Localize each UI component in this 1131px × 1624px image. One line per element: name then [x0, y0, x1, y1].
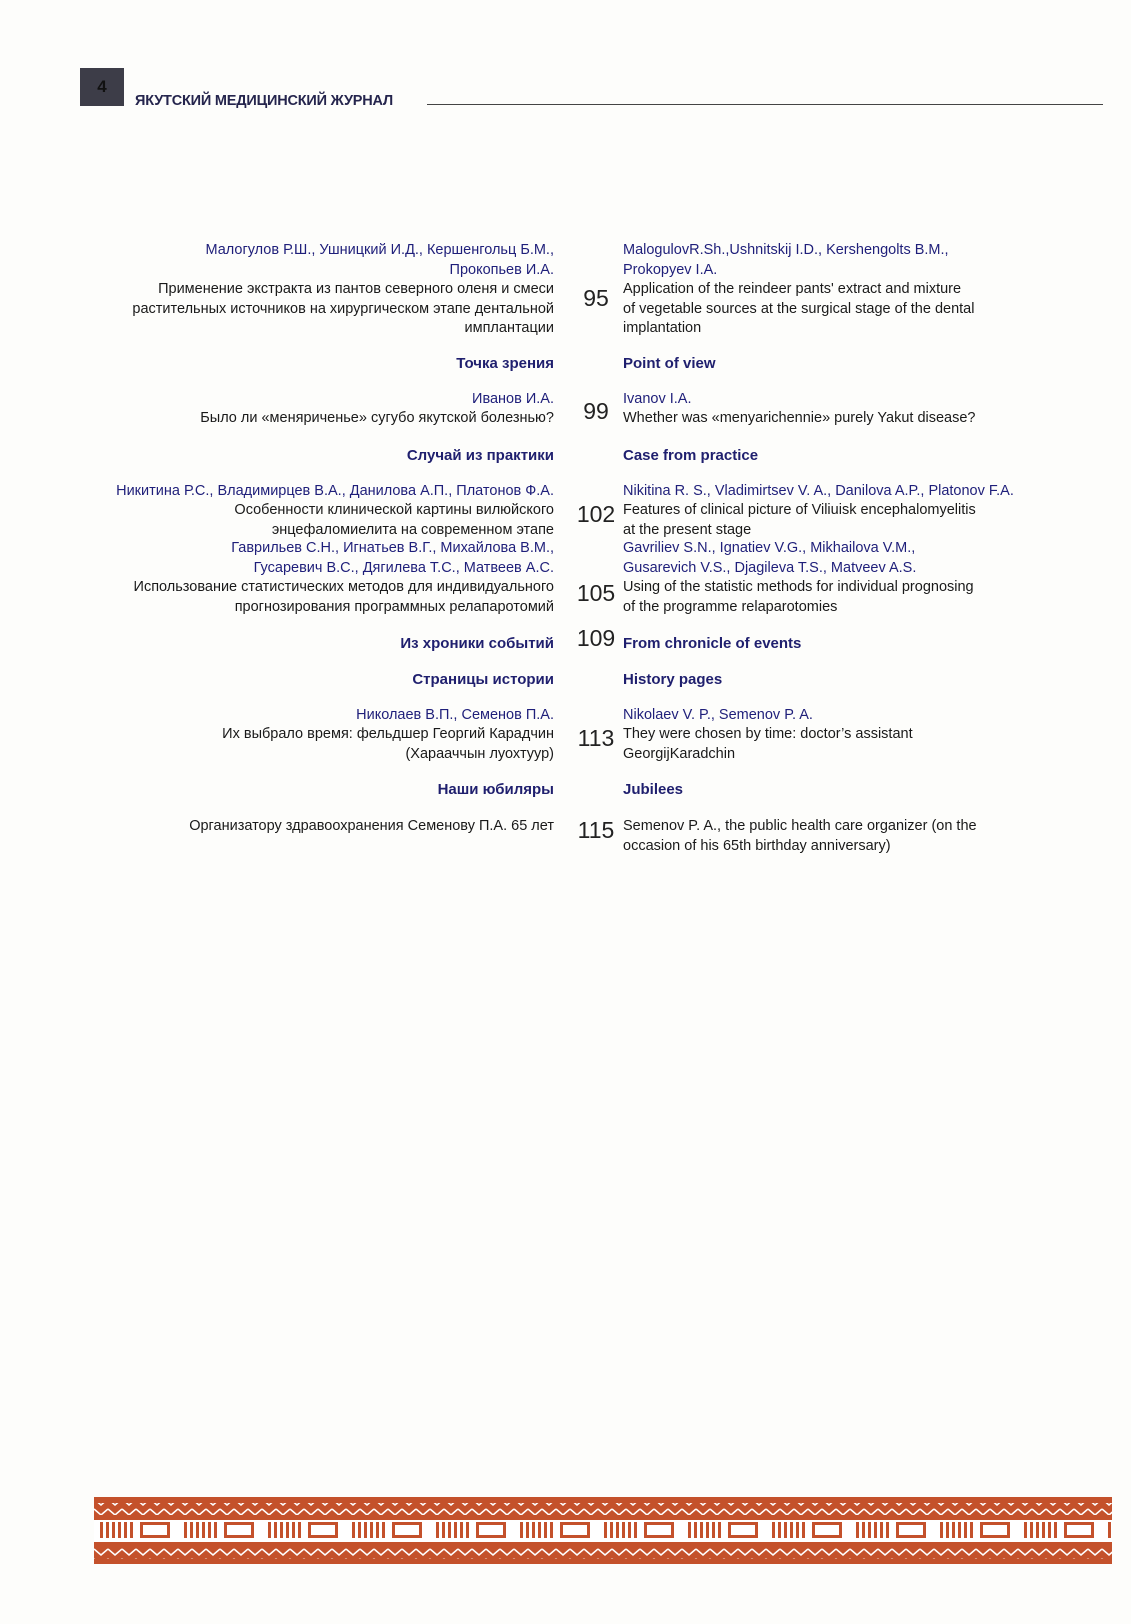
journal-title: ЯКУТСКИЙ МЕДИЦИНСКИЙ ЖУРНАЛ [135, 93, 393, 109]
toc-entry-2-page[interactable]: 99 [583, 398, 609, 424]
toc-entry-5-ru-title[interactable]: Их выбрало время: фельдшер Георгий Карадчин (Харааччын луохтуур) [222, 726, 554, 762]
page-number: 4 [80, 68, 124, 106]
toc-entry-4-en-title[interactable]: Using of the statistic methods for individual prognosing of the programme relaparotomies [623, 579, 974, 615]
header-rule [427, 104, 1103, 105]
toc-entry-1-ru-title[interactable]: Применение экстракта из пантов северного оленя и смеси растительных источников на хирургическом этапе дентальной имплантации [132, 281, 554, 336]
section-chronicle-page[interactable]: 109 [576, 625, 616, 651]
toc-entry-2-en-title[interactable]: Whether was «menyarichennie» purely Yakut disease? [623, 410, 976, 426]
section-ru-point-of-view: Точка зрения [456, 355, 554, 372]
section-en-case-from-practice: Case from practice [623, 447, 759, 464]
toc-entry-6-page[interactable]: 115 [577, 817, 615, 843]
toc-entry-4-page[interactable]: 105 [576, 580, 616, 606]
section-ru-case-from-practice: Случай из практики [406, 447, 554, 464]
toc-entry-5-page[interactable]: 113 [577, 725, 615, 751]
section-en-point-of-view: Point of view [623, 355, 716, 372]
toc-entry-1-en-authors[interactable]: MalogulovR.Sh.,Ushnitskij I.D., Kershengolts B.M., Prokopyev I.A. [623, 242, 949, 278]
toc-entry-4-ru-title[interactable]: Использование статистических методов для индивидуального прогнозирования программных релапаротомий [133, 579, 554, 615]
toc-entry-2-ru-authors[interactable]: Иванов И.А. [472, 391, 554, 407]
toc-entry-5-ru-authors[interactable]: Николаев В.П., Семенов П.А. [356, 707, 554, 723]
section-en-history-pages: History pages [623, 671, 723, 688]
section-ru-chronicle[interactable]: Из хроники событий [400, 635, 554, 652]
toc-entry-1-en-title[interactable]: Application of the reindeer pants' extract and mixture of vegetable sources at the surgical stage of the dental implantation [623, 281, 975, 336]
toc-entry-1-ru-authors[interactable]: Малогулов Р.Ш., Ушницкий И.Д., Кершенгольц Б.М., Прокопьев И.А. [205, 242, 554, 278]
toc-entry-6-ru-title[interactable]: Организатору здравоохранения Семенову П.А. 65 лет [189, 818, 554, 834]
toc-entry-5-en-authors[interactable]: Nikolaev V. P., Semenov P. A. [623, 707, 813, 723]
section-en-chronicle[interactable]: From chronicle of events [623, 635, 802, 652]
toc-entry-3-en-title[interactable]: Features of clinical picture of Viliuisk encephalomyelitis at the present stage [623, 502, 976, 538]
toc-entry-2-ru-title[interactable]: Было ли «меняриченье» сугубо якутской болезнью? [200, 410, 554, 426]
section-ru-jubilees: Наши юбиляры [437, 781, 554, 798]
toc-entry-4-en-authors[interactable]: Gavriliev S.N., Ignatiev V.G., Mikhailova V.M., Gusarevich V.S., Djagileva T.S., Matveev A.S. [623, 540, 917, 576]
toc-entry-2-en-authors[interactable]: Ivanov I.A. [623, 391, 692, 407]
toc-entry-3-en-authors[interactable]: Nikitina R. S., Vladimirtsev V. A., Danilova A.P., Platonov F.A. [623, 483, 1014, 499]
ornament-border [94, 1497, 1112, 1564]
toc-entry-6-en-title[interactable]: Semenov P. A., the public health care organizer (on the occasion of his 65th birthday anniversary) [623, 818, 977, 854]
toc-entry-3-ru-authors[interactable]: Никитина Р.С., Владимирцев В.А., Данилова А.П., Платонов Ф.А. [116, 483, 554, 499]
toc-entry-3-page[interactable]: 102 [576, 501, 616, 527]
section-ru-history-pages: Страницы истории [412, 671, 554, 688]
section-en-jubilees: Jubilees [623, 781, 684, 798]
toc-entry-5-en-title[interactable]: They were chosen by time: doctor’s assistant GeorgijKaradchin [623, 726, 913, 762]
toc-entry-1-page[interactable]: 95 [583, 285, 609, 311]
toc-entry-4-ru-authors[interactable]: Гаврильев С.Н., Игнатьев В.Г., Михайлова В.М., Гусаревич В.С., Дягилева Т.С., Матвеев А.С. [231, 540, 554, 576]
toc-entry-3-ru-title[interactable]: Особенности клинической картины вилюйского энцефаломиелита на современном этапе [234, 502, 554, 538]
